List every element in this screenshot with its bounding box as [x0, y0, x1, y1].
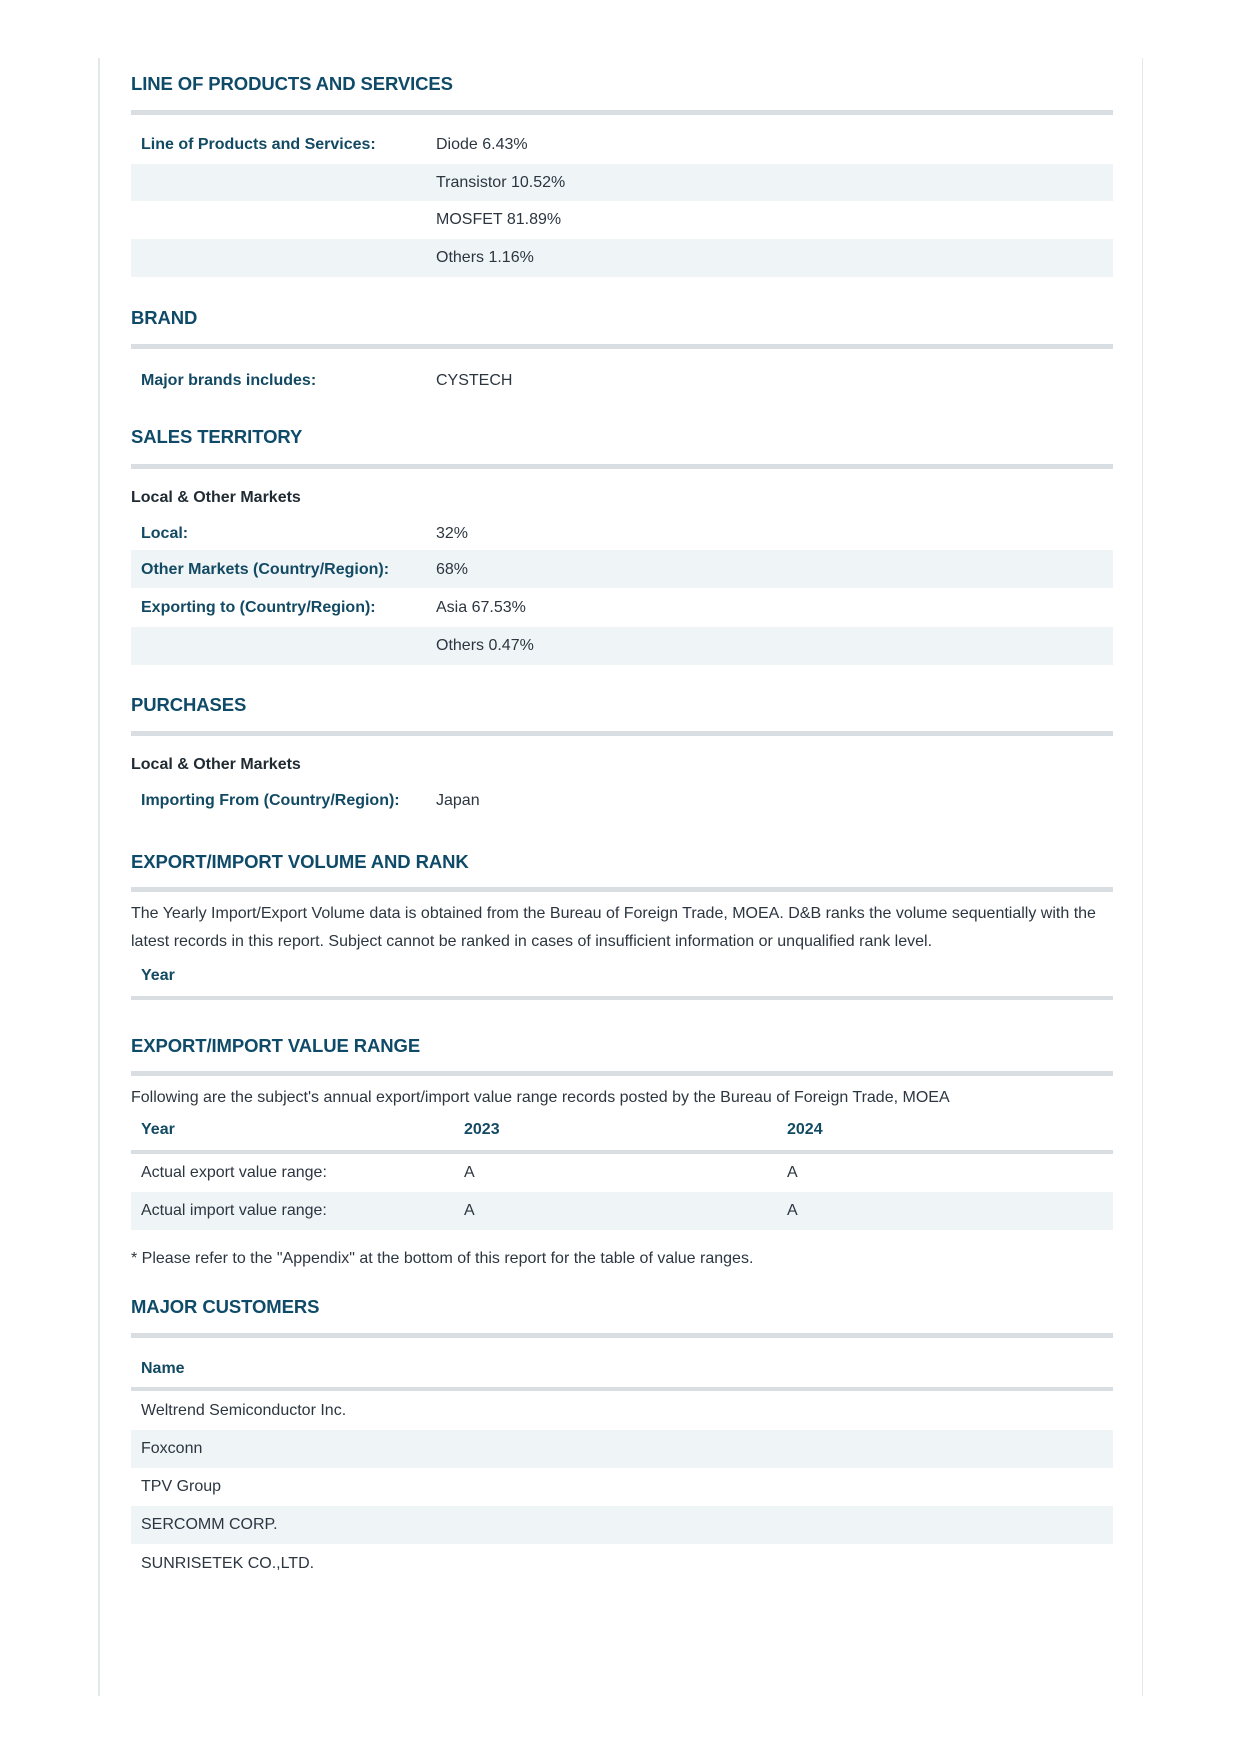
field-label: Line of Products and Services: [141, 136, 376, 153]
page-right-border [1142, 58, 1143, 1696]
product-item: Transistor 10.52% [436, 174, 566, 191]
row-label: Actual import value range: [141, 1202, 327, 1219]
row-stripe [131, 239, 1113, 277]
product-item: Diode 6.43% [436, 136, 528, 153]
export-item: Asia 67.53% [436, 599, 526, 616]
section-heading: BRAND [131, 307, 198, 328]
section-heading: MAJOR CUSTOMERS [131, 1296, 320, 1317]
field-label: Other Markets (Country/Region): [141, 561, 390, 578]
row-stripe [131, 1430, 1113, 1468]
appendix-note: * Please refer to the "Appendix" at the bottom of this report for the table of value ranges. [131, 1250, 754, 1267]
table-header: Year [141, 1121, 175, 1138]
row-label: Actual export value range: [141, 1164, 327, 1181]
table-header-name: Name [141, 1360, 185, 1377]
cell-value: A [464, 1164, 475, 1181]
product-item: MOSFET 81.89% [436, 211, 562, 228]
customer-name: SUNRISETEK CO.,LTD. [141, 1555, 315, 1572]
customer-name: Foxconn [141, 1440, 203, 1457]
description: The Yearly Import/Export Volume data is obtained from the Bureau of Foreign Trade, MOEA. D&B ranks the volume sequentially with the latest records in this report. Subject cannot be ranked in cases of insufficient information or unqualified rank level. [131, 905, 1096, 950]
section-divider [131, 1071, 1113, 1076]
subheading: Local & Other Markets [131, 489, 301, 506]
customer-name: SERCOMM CORP. [141, 1516, 278, 1533]
row-stripe [131, 164, 1113, 201]
table-header-year: Year [141, 967, 175, 984]
page-left-border [98, 58, 100, 1696]
table-header-divider [131, 996, 1113, 1000]
import-value: Japan [436, 792, 480, 809]
row-stripe [131, 627, 1113, 665]
brand-value: CYSTECH [436, 372, 513, 389]
field-label: Importing From (Country/Region): [141, 792, 400, 809]
cell-value: A [787, 1164, 798, 1181]
section-heading: SALES TERRITORY [131, 426, 303, 447]
row-stripe [131, 1506, 1113, 1544]
section-divider [131, 344, 1113, 349]
section-divider [131, 464, 1113, 469]
other-markets-value: 68% [436, 561, 469, 578]
export-item: Others 0.47% [436, 637, 534, 654]
section-divider [131, 887, 1113, 892]
description: Following are the subject's annual export/import value range records posted by the Bureau of Foreign Trade, MOEA [131, 1089, 950, 1106]
field-label: Local: [141, 525, 189, 542]
section-divider [131, 110, 1113, 115]
subheading: Local & Other Markets [131, 756, 301, 773]
table-header-divider [131, 1150, 1113, 1154]
table-header: 2024 [787, 1121, 823, 1138]
product-item: Others 1.16% [436, 249, 534, 266]
field-label: Exporting to (Country/Region): [141, 599, 376, 616]
table-header: 2023 [464, 1121, 500, 1138]
customer-name: Weltrend Semiconductor Inc. [141, 1402, 347, 1419]
section-heading: PURCHASES [131, 694, 247, 715]
section-heading: EXPORT/IMPORT VOLUME AND RANK [131, 851, 469, 872]
section-heading: EXPORT/IMPORT VALUE RANGE [131, 1035, 421, 1056]
local-value: 32% [436, 525, 469, 542]
section-divider [131, 1333, 1113, 1338]
cell-value: A [464, 1202, 475, 1219]
table-header-divider [131, 1387, 1113, 1391]
section-divider [131, 731, 1113, 736]
cell-value: A [787, 1202, 798, 1219]
customer-name: TPV Group [141, 1478, 222, 1495]
field-label: Major brands includes: [141, 372, 317, 389]
section-heading: LINE OF PRODUCTS AND SERVICES [131, 73, 453, 94]
